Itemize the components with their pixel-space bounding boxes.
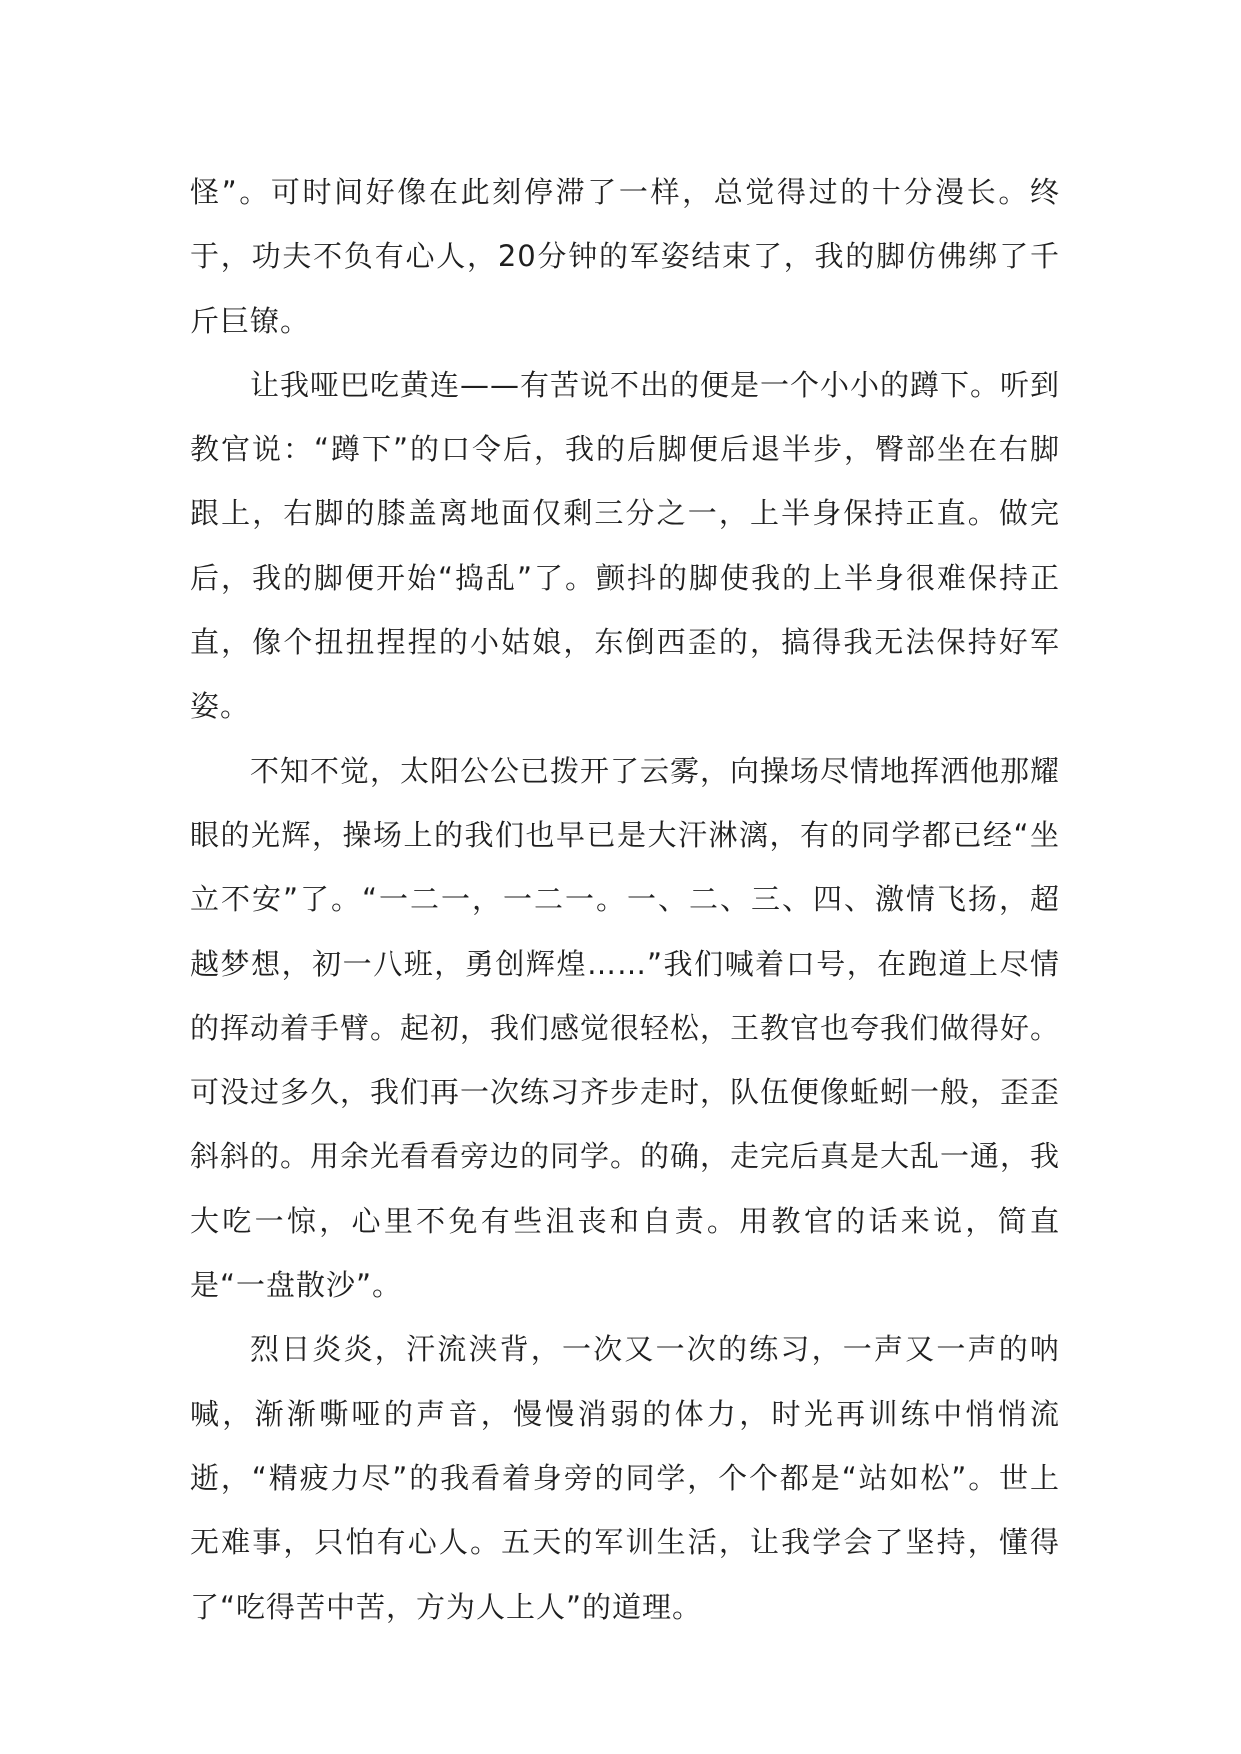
document-body	[190, 160, 1060, 1639]
paragraph-2: 让我哑巴吃黄连——有苦说不出的便是一个小小的蹲下。听到教官说：“蹲下”的口令后，我的后脚便后退半步，臀部坐在右脚跟上，右脚的膝盖离地面仅剩三分之一，上半身保持正直。做完后，我的脚便开始“捣乱”了。颤抖的脚使我的上半身很难保持正直，像个扭扭捏捏的小姑娘，东倒西歪的，搞得我无法保持好军姿。	[190, 367, 1061, 724]
paragraph-1: 怪”。可时间好像在此刻停滞了一样，总觉得过的十分漫长。终于，功夫不负有心人，20分钟的军姿结束了，我的脚仿佛绑了千斤巨镣。	[190, 175, 1060, 338]
paragraph-4: 烈日炎炎，汗流浃背，一次又一次的练习，一声又一声的呐喊，渐渐嘶哑的声音，慢慢消弱的体力，时光再训练中悄悄流逝，“精疲力尽”的我看着身旁的同学，个个都是“站如松”。世上无难事，只怕有心人。五天的军训生活，让我学会了坚持，懂得了“吃得苦中苦，方为人上人”的道理。	[190, 1332, 1060, 1624]
paragraph-3: 不知不觉，太阳公公已拨开了云雾，向操场尽情地挥洒他那耀眼的光辉，操场上的我们也早已是大汗淋漓，有的同学都已经“坐立不安”了。“一二一，一二一。一、二、三、四、激情飞扬，超越梦想，初一八班，勇创辉煌……”我们喊着口号，在跑道上尽情的挥动着手臂。起初，我们感觉很轻松，王教官也夸我们做得好。可没过多久，我们再一次练习齐步走时，队伍便像蚯蚓一般，歪歪斜斜的。用余光看看旁边的同学。的确，走完后真是大乱一通，我大吃一惊，心里不免有些沮丧和自责。用教官的话来说，简直是“一盘散沙”。	[190, 753, 1061, 1303]
